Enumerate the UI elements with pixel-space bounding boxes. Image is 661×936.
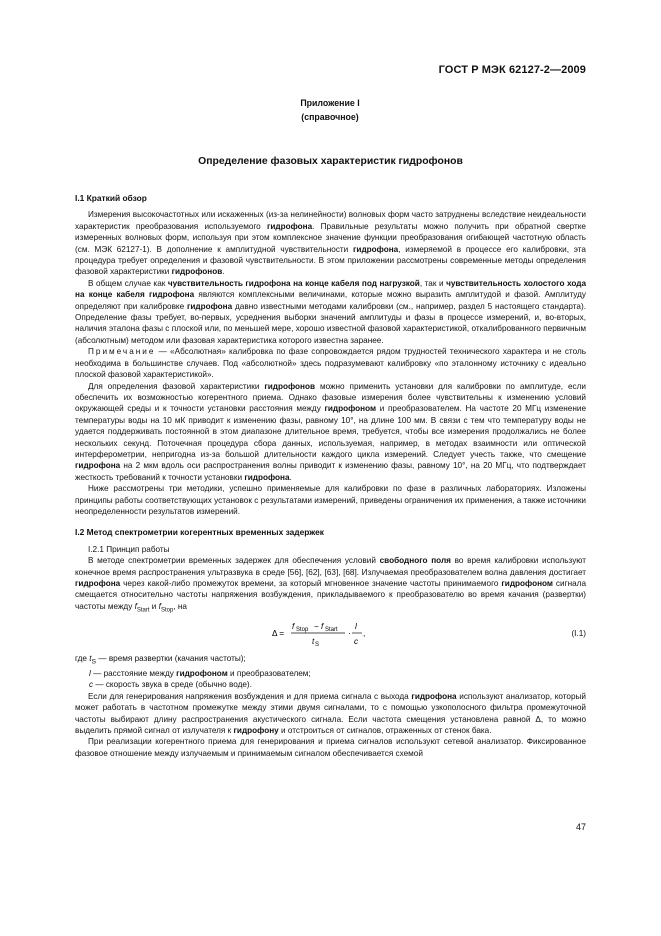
paragraph xyxy=(75,483,586,517)
term-bold: свободного поля xyxy=(379,556,451,566)
paragraph xyxy=(75,209,586,277)
term-bold: гидрофона xyxy=(186,301,233,311)
term-bold: гидрофоном xyxy=(501,579,553,588)
term-bold: гидрофона xyxy=(75,461,121,471)
annex-title: Приложение I xyxy=(300,98,360,108)
variable-item xyxy=(75,668,586,679)
text-run: , так и xyxy=(419,278,447,288)
text-run: на 2 мкм вдоль оси распространения волны приводит к изменению фазы, равному 10°, на 20 МГц, что подтверждает жесткость требований к точности установки xyxy=(75,461,586,482)
document-body xyxy=(75,193,586,759)
text-run: используют анализатор, который может работать в частотном промежутке между этими двумя сигналами, то с помощью узкополосного фильтра промежуточной частоты выбирают длину распространения акустического сигнала. Если частота смещения установлена равной Δ, то можно выделить прямой сигнал от излучателя к xyxy=(75,691,586,735)
formula-l: l xyxy=(355,621,357,631)
text-run: . Правильные результаты можно получить при обратной свертке измеренных волновых форм, используя при этом комплексное значение функции преобразования огибающей частотную область (см. МЭК 62127-1). В дополнение к амплитудной чувствительности xyxy=(75,221,586,254)
text-run: через какой-либо промежуток времени, за который мгновенное значение частоты принимаемого xyxy=(120,579,502,588)
term-bold: чувствительность холостого хода на конце кабеля гидрофона xyxy=(75,278,586,300)
document-header: ГОСТ Р МЭК 62127-2—2009 xyxy=(438,64,586,76)
term-bold: гидрофона xyxy=(353,244,399,254)
term-bold: гидрофону xyxy=(233,725,279,735)
term-bold: гидрофона xyxy=(266,221,313,231)
text-run: В общем случае как xyxy=(88,278,168,288)
text-run: являются комплексными величинами, которые можно выразить амплитудой и фазой. Амплитуду определяют при калибровке xyxy=(75,290,586,311)
formula-comma: , xyxy=(363,628,366,638)
annex-type: (справочное) xyxy=(301,112,359,122)
text-run: , на xyxy=(173,601,187,611)
var-symbol: c xyxy=(89,680,94,690)
text-run: , измеряемой в процессе его калибровки, эта процедура требует определения и фазовой чувствительности. В этом приложении рассмотрены современные методы определения фазовой характеристики xyxy=(75,244,586,277)
variable-item xyxy=(75,679,586,690)
text-run: Если для генерирования напряжения возбуждения и для приема сигнала с выхода xyxy=(88,691,412,701)
formula-block xyxy=(75,618,586,650)
var-sub: S xyxy=(91,658,97,666)
symbol-italic: f xyxy=(134,601,137,611)
formula-stop-sub: Stop xyxy=(296,626,309,633)
page-title: Определение фазовых характеристик гидрофонов xyxy=(198,156,463,167)
section-heading-1: I.1 Краткий обзор xyxy=(75,193,147,203)
formula-number: (I.1) xyxy=(571,628,586,638)
formula-minus: − xyxy=(314,621,319,631)
var-desc: — расстояние между xyxy=(90,668,177,678)
paragraph xyxy=(75,691,586,737)
formula-t: t xyxy=(312,636,315,646)
subsection-heading: I.2.1 Принцип работы xyxy=(88,544,170,554)
variable-list xyxy=(75,653,586,691)
formula-c: c xyxy=(354,636,359,646)
paragraph xyxy=(75,278,586,346)
symbol-subscript: Start xyxy=(136,607,150,614)
variable-item xyxy=(75,653,586,668)
text-run: и преобразователем. На частоте 20 МГц изменение температуры воды на 10 мК приводит к изменению фазы, равному 10°, на длине 100 мм. В связи с тем что температуру воды не удается поддерживать постоянной в этом диапазоне длительное время, требуется, чтобы все измерения продолжались не более нескольких секунд. Поточечная процедура сбора данных, используемая, например, в методах взаимности или оптической интерферометрии, непригодна из-за большой длительности каждого цикла измерений. Следует учесть также, что смещение xyxy=(75,404,586,459)
where-prefix: где xyxy=(75,653,90,663)
paragraph xyxy=(75,555,586,617)
paragraph xyxy=(75,381,586,484)
formula xyxy=(272,618,412,650)
note-paragraph xyxy=(75,346,586,380)
term-bold: чувствительность гидрофона на конце кабеля под нагрузкой xyxy=(167,278,420,288)
annex-label xyxy=(200,96,460,124)
var-symbol: t xyxy=(89,653,92,663)
term-bold: гидрофона xyxy=(244,472,290,482)
term-bold: гидрофоном xyxy=(324,404,377,414)
text-run: давно известными методами калибровки (см., например, раздел 5 настоящего стандарта). Определение фазы требует, во-первых, усреднения выборки значений амплитуды и фазы в процессе измерений, и, во-вторых, наличия эталона фазы с плоской или, по меньшей мере, хорошо известной фазовой характеристикой, откалиброванного первичным (абсолютным) методом или фазовая характеристика которого известна заранее. xyxy=(75,301,586,345)
text-run: Ниже рассмотрены три методики, успешно применяемые для калибровки по фазе в различных лабораториях. Изложены принципы работы соответствующих установок с результатами измерений, приведены ограничения их применения, а также источники неопределенности результатов измерений. xyxy=(75,484,586,516)
text-run: и отстроиться от сигналов, отраженных от стенок бака. xyxy=(278,725,492,735)
text-run: . xyxy=(222,267,225,277)
formula-lhs: Δ = xyxy=(272,628,285,638)
text-run: во время калибровки используют конечное время распространения ультразвука в среде [56], [62], [63], [68]. Излучаемая преобразователем волна давления достигает xyxy=(75,556,586,577)
text-run: Измерения высокочастотных или искаженных (из-за нелинейности) волновых форм часто затруднены вследствие неидеальности характеристик преобразования используемого xyxy=(75,210,586,231)
term-bold: гидрофонов xyxy=(264,381,316,391)
text-run: и xyxy=(149,601,159,611)
text-run: Для определения фазовой характеристики xyxy=(88,381,265,391)
symbol-subscript: Stop xyxy=(160,607,174,614)
page-number: 47 xyxy=(575,822,586,832)
var-bold: гидрофоном xyxy=(176,668,228,678)
var-desc: — скорость звука в среде (обычно воде). xyxy=(93,680,252,690)
term-bold: гидрофона xyxy=(75,579,121,588)
section-heading-2: I.2 Метод спектрометрии когерентных временных задержек xyxy=(75,527,324,538)
text-run: сигнала смещается относительно частоты напряжения возбуждения, прикладываемого к преобразователю во время качания (развертки) частоты между xyxy=(75,579,586,611)
formula-f-start: f xyxy=(321,621,324,631)
term-bold: гидрофона xyxy=(411,691,457,701)
var-symbol: l xyxy=(89,668,91,678)
paragraph xyxy=(75,736,586,759)
term-bold: гидрофонов xyxy=(171,267,223,277)
var-tail: и преобразователем; xyxy=(227,668,311,678)
note-text: — «Абсолютная» калибровка по фазе сопровождается рядом трудностей технического характера и не столь необходима в большинстве случаев. Под «абсолютной» здесь подразумевают калибровку «по эталонному источнику с идеально плоской фазовой характеристикой». xyxy=(75,347,586,380)
formula-dot: · xyxy=(348,628,351,638)
formula-start-sub: Start xyxy=(325,626,338,633)
text-run: При реализации когерентного приема для генерирования и приема сигналов используют сетевой анализатор. Фиксированное фазовое отношение между излучаемым и принимаемым сигналом обеспечивается схемой xyxy=(75,737,586,758)
symbol-italic: f xyxy=(158,601,161,611)
formula-f-stop: f xyxy=(292,621,295,631)
text-run: можно применить установки для калибровки по амплитуде, если обеспечить их возможностью когерентного приема. Однако фазовые измерения более чувствительны к изменению условий окружающей среды и к точности установки расстояния между xyxy=(75,381,586,414)
text-run: . xyxy=(289,472,292,482)
formula-t-sub: S xyxy=(315,641,320,648)
text-run: В методе спектрометрии временных задержек для обеспечения условий xyxy=(88,556,380,566)
note-label: Примечание xyxy=(88,347,156,357)
var-desc: — время развертки (качания частоты); xyxy=(96,653,246,663)
